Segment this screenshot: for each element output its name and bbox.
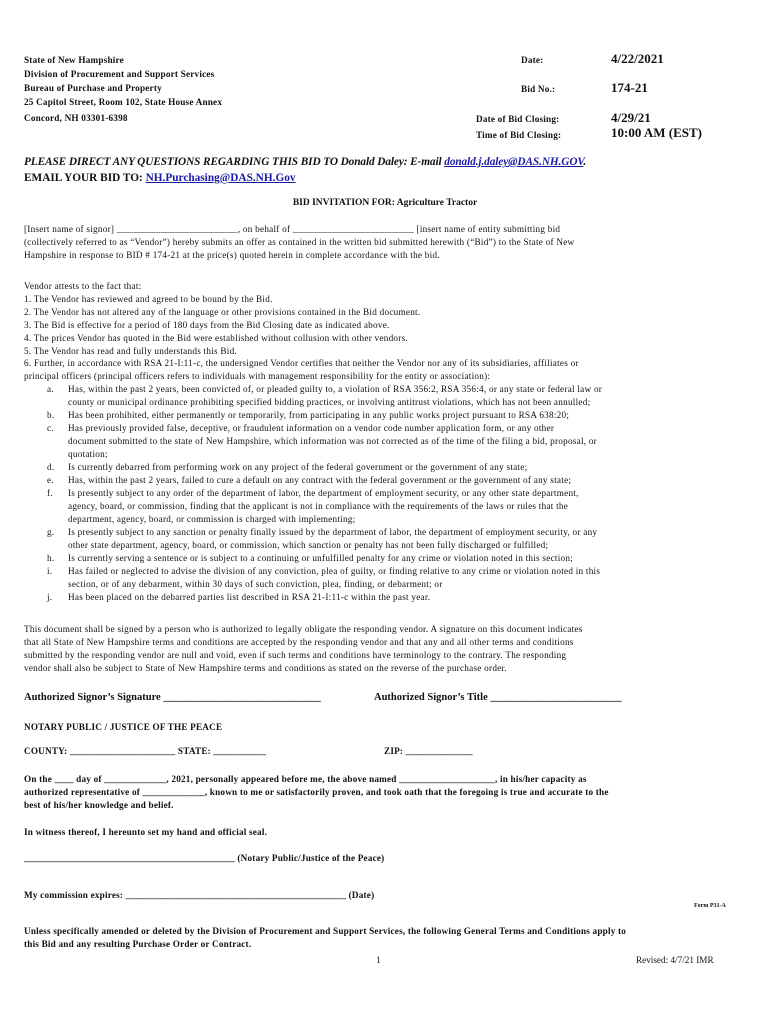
attest-item-2: 2. The Vendor has not altered any of the language or other provisions contained in the Bid document. [24,307,421,317]
closing-time-value: 10:00 AM (EST) [611,125,702,140]
appear-line-1: On the ____ day of _____________, 2021, personally appeared before me, the above named ____________________, in his/her capacity as [24,774,587,784]
attest-item-5: 5. The Vendor has read and fully understands this Bid. [24,346,237,356]
sub-item-j-line-1: Has been placed on the debarred parties list described in RSA 21-I:11-c within the past year. [68,592,431,602]
attest-item-1: 1. The Vendor has reviewed and agreed to be bound by the Bid. [24,294,273,304]
sub-item-c-letter: c. [47,423,54,433]
email-bid-text: EMAIL YOUR BID TO: [24,172,146,184]
agency-line-1: State of New Hampshire [24,55,124,65]
signor-title-field[interactable]: Authorized Signor’s Title _________________________ [374,692,622,703]
intro-line-3: Hampshire in response to BID # 174-21 at the price(s) quoted herein in complete accordance with the bid. [24,250,440,260]
sub-item-f-line-2: agency, board, or commission, finding that the applicant is not in compliance with the requirements of the laws or rules that the [68,501,569,511]
email-bid-link[interactable]: NH.Purchasing@DAS.NH.Gov [145,172,296,184]
agency-line-2: Division of Procurement and Support Services [24,69,215,79]
sub-item-c-line-1: Has previously provided false, deceptive, or fraudulent information on a vendor code number application form, or any other [68,423,555,433]
questions-tail: . [583,156,587,168]
sub-item-g-letter: g. [47,527,55,537]
page-number: 1 [376,955,381,965]
commission-expires-field[interactable]: My commission expires: ______________________________________________ (Date) [24,890,375,900]
county-state-field[interactable]: COUNTY: ______________________ STATE: ___________ [24,746,267,756]
sub-item-d-letter: d. [47,462,55,472]
closing-line-2: this Bid and any resulting Purchase Order or Contract. [24,939,252,949]
sub-item-c-line-3: quotation; [68,449,108,459]
sub-item-i-line-1: Has failed or neglected to advise the division of any conviction, plea of guilty, or finding relative to any crime or violation noted in this [68,566,601,576]
questions-text: PLEASE DIRECT ANY QUESTIONS REGARDING THIS BID TO Donald Daley: E-mail [24,156,445,168]
sub-item-f-line-3: department, agency, board, or commission is charged with implementing; [68,514,356,524]
sub-item-a-line-1: Has, within the past 2 years, been convicted of, or pleaded guilty to, a violation of RSA 356:2, RSA 356:4, or any state or federal law or [68,384,603,394]
zip-field[interactable]: ZIP: ______________ [384,746,473,756]
sub-item-g-line-1: Is presently subject to any sanction or penalty finally issued by the department of labor, the department of employment security, or any [68,527,598,537]
intro-line-1: [Insert name of signor] _________________________, on behalf of _________________________ [insert name of entity submitting bid [24,224,561,234]
appear-line-3: best of his/her knowledge and belief. [24,800,174,810]
sub-item-e-line-1: Has, within the past 2 years, failed to cure a default on any contract with the federal government or the government of any state; [68,475,572,485]
attest-item-6-line-1: 6. Further, in accordance with RSA 21-I:11-c, the undersigned Vendor certifies that neither the Vendor nor any of its subsidiaries, affiliates or [24,358,579,368]
intro-line-2: (collectively referred to as “Vendor”) hereby submits an offer as contained in the written bid submitted herewith (“Bid”) to the State of New [24,237,575,247]
sub-item-f-letter: f. [47,488,53,498]
signor-signature-field[interactable]: Authorized Signor’s Signature ______________________________ [24,692,321,703]
sub-item-i-line-2: section, or of any debarment, within 30 days of such conviction, plea, finding, or debarment; or [68,579,443,589]
signing-line-2: that all State of New Hampshire terms and conditions are accepted by the responding vendor and that any and all other terms and conditions [24,637,574,647]
agency-line-5: Concord, NH 03301-6398 [24,113,128,123]
bid-no-label: Bid No.: [521,84,556,94]
sub-item-c-line-2: document submitted to the state of New Hampshire, which information was not corrected as of the time of the filing a bid, proposal, or [68,436,597,446]
invitation-title: BID INVITATION FOR: Agriculture Tractor [292,198,478,208]
sub-item-b-letter: b. [47,410,55,420]
revised-date: Revised: 4/7/21 IMR [636,955,714,965]
attests-heading: Vendor attests to the fact that: [24,281,142,291]
form-label: Form P31-A [694,903,726,909]
date-label: Date: [521,55,544,65]
bid-no-value: 174-21 [611,80,648,95]
agency-line-4: 25 Capitol Street, Room 102, State House Annex [24,97,223,107]
questions-line [24,156,586,168]
attest-item-4: 4. The prices Vendor has quoted in the Bid were established without collusion with other vendors. [24,333,408,343]
attest-item-6-line-2: principal officers (principal officers refers to individuals with management responsibility for the entity or association): [24,371,491,381]
closing-line-1: Unless specifically amended or deleted by the Division of Procurement and Support Services, the following General Terms and Conditions apply to [24,926,627,936]
sub-item-a-line-2: county or municipal ordinance prohibiting specified bidding practices, or involving antitrust violations, which has not been annulled; [68,397,591,407]
sub-item-g-line-2: other state department, agency, board, or commission, which sanction or penalty has not been fully discharged or fulfilled; [68,540,549,550]
notary-signature-field[interactable]: ____________________________________________ (Notary Public/Justice of the Peace) [24,853,385,863]
sub-item-h-line-1: Is currently serving a sentence or is subject to a continuing or unfulfilled penalty for any crime or violation noted in this section; [68,553,574,563]
appear-line-2: authorized representative of _____________, known to me or satisfactorily proven, and took oath that the foregoing is true and accurate to the [24,787,609,797]
closing-date-value: 4/29/21 [611,110,651,125]
email-bid-line [24,172,296,184]
sub-item-h-letter: h. [47,553,55,563]
signing-line-4: vendor shall also be subject to State of New Hampshire terms and conditions as stated on the reverse of the purchase order. [24,663,507,673]
sub-item-b-line-1: Has been prohibited, either permanently or temporarily, from participating in any public works project pursuant to RSA 638:20; [68,410,570,420]
attest-item-3: 3. The Bid is effective for a period of 180 days from the Bid Closing date as indicated above. [24,320,390,330]
sub-item-d-line-1: Is currently debarred from performing work on any project of the federal government or the government of any state; [68,462,528,472]
date-value: 4/22/2021 [611,51,664,66]
sub-item-e-letter: e. [47,475,54,485]
sub-item-a-letter: a. [47,384,54,394]
witness-line: In witness thereof, I hereunto set my hand and official seal. [24,827,268,837]
agency-line-3: Bureau of Purchase and Property [24,83,162,93]
sub-item-f-line-1: Is presently subject to any order of the department of labor, the department of employment security, or any other state department, [68,488,579,498]
signing-line-3: submitted by the responding vendor are null and void, even if such terms and conditions have terminology to the contrary. The responding [24,650,567,660]
sub-item-j-letter: j. [47,592,53,602]
signing-line-1: This document shall be signed by a person who is authorized to legally obligate the responding vendor. A signature on this document indicates [24,624,583,634]
closing-date-label: Date of Bid Closing: [476,114,560,124]
closing-time-label: Time of Bid Closing: [476,130,562,140]
sub-item-i-letter: i. [47,566,53,576]
questions-email-link[interactable]: donald.j.daley@DAS.NH.GOV [444,156,584,168]
notary-heading: NOTARY PUBLIC / JUSTICE OF THE PEACE [24,722,223,732]
